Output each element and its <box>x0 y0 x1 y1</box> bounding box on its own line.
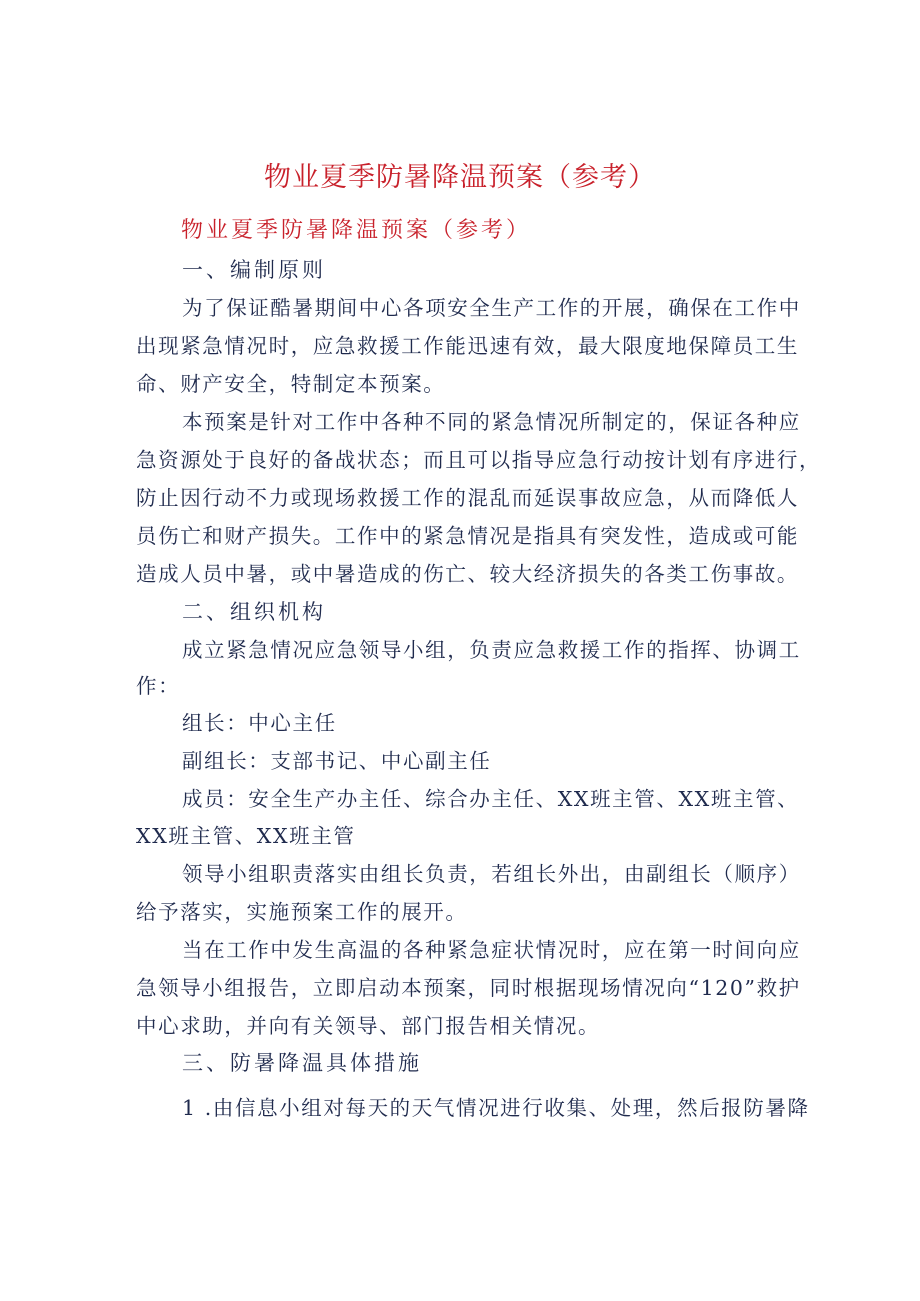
paragraph-line: 领导小组职责落实由组长负责，若组长外出，由副组长（顺序） <box>182 862 801 886</box>
paragraph-line: 命、财产安全，特制定本预案。 <box>136 372 446 396</box>
paragraph-line: 给予落实，实施预案工作的展开。 <box>136 900 468 924</box>
paragraph-line: 为了保证酷暑期间中心各项安全生产工作的开展，确保在工作中 <box>182 296 801 320</box>
section-heading-3: 三、防暑降温具体措施 <box>182 1051 422 1075</box>
paragraph-line: 急领导小组报告，立即启动本预案，同时根据现场情况向“120”救护 <box>136 976 801 1000</box>
leader-line: 组长：中心主任 <box>182 711 337 735</box>
paragraph-line: 出现紧急情况时，应急救援工作能迅速有效，最大限度地保障员工生 <box>136 334 799 358</box>
paragraph-line: 中心求助，并向有关领导、部门报告相关情况。 <box>136 1014 601 1038</box>
paragraph-line: 作： <box>136 674 181 698</box>
deputy-line: 副组长：支部书记、中心副主任 <box>182 749 492 773</box>
members-line: XX班主管、XX班主管 <box>136 824 356 848</box>
paragraph-line: 本预案是针对工作中各种不同的紧急情况所制定的，保证各种应 <box>182 410 801 434</box>
section-heading-1: 一、编制原则 <box>182 258 326 282</box>
paragraph-line: 1 .由信息小组对每天的天气情况进行收集、处理，然后报防暑降 <box>182 1096 810 1120</box>
paragraph-line: 员伤亡和财产损失。工作中的紧急情况是指具有突发性，造成或可能 <box>136 524 799 548</box>
paragraph-line: 当在工作中发生高温的各种紧急症状情况时，应在第一时间向应 <box>182 938 801 962</box>
document-title: 物业夏季防暑降温预案（参考） <box>264 162 656 193</box>
members-line: 成员：安全生产办主任、综合办主任、XX班主管、XX班主管、 <box>182 787 800 811</box>
section-heading-2: 二、组织机构 <box>182 600 326 624</box>
paragraph-line: 造成人员中暑，或中暑造成的伤亡、较大经济损失的各类工伤事故。 <box>136 562 799 586</box>
paragraph-line: 防止因行动不力或现场救援工作的混乱而延误事故应急，从而降低人 <box>136 486 799 510</box>
paragraph-line: 成立紧急情况应急领导小组，负责应急救援工作的指挥、协调工 <box>182 638 801 662</box>
document-subtitle: 物业夏季防暑降温预案（参考） <box>181 218 532 243</box>
paragraph-line: 急资源处于良好的备战状态；而且可以指导应急行动按计划有序进行， <box>136 448 822 472</box>
